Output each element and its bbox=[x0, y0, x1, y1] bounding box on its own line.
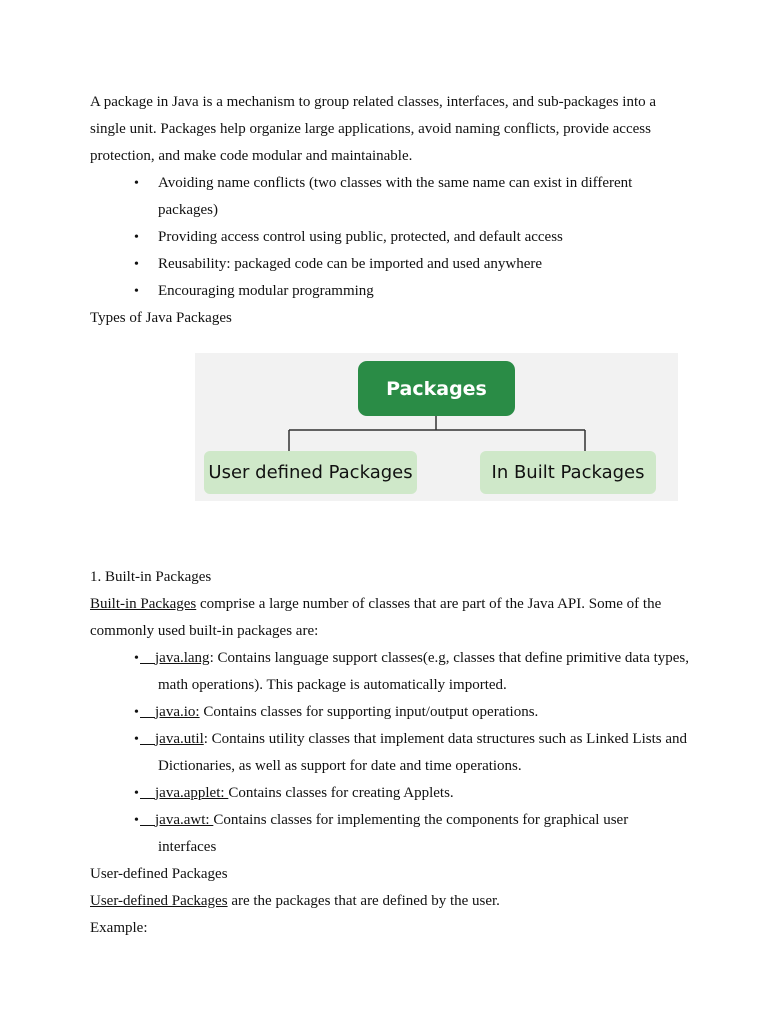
userdefined-paragraph-text: are the packages that are defined by the user. bbox=[227, 893, 500, 909]
diagram-user-defined-node: User defined Packages bbox=[204, 451, 417, 494]
package-link-java-io[interactable]: java.io: bbox=[155, 704, 200, 720]
builtin-packages-link[interactable]: Built-in Packages bbox=[90, 596, 197, 612]
list-item: • Providing access control using public, protected, and default access bbox=[90, 224, 690, 251]
types-heading: Types of Java Packages bbox=[90, 310, 232, 326]
list-item: • Reusability: packaged code can be imported and used anywhere bbox=[90, 251, 690, 278]
builtin-package-list bbox=[90, 645, 690, 861]
package-description: : Contains language support classes(e.g, classes that define primitive data types, math operations). This package is automatically imported. bbox=[158, 650, 690, 693]
builtin-paragraph-text: comprise a large number of classes that are part of the Java API. Some of the commonly used built-in packages are: bbox=[90, 596, 662, 639]
packages-figure-wrapper bbox=[90, 332, 690, 564]
packages-diagram bbox=[195, 353, 678, 501]
document-page bbox=[90, 89, 690, 942]
package-description: Contains classes for implementing the components for graphical user interfaces bbox=[158, 812, 629, 855]
list-item: • Encouraging modular programming bbox=[90, 278, 690, 305]
builtin-heading: 1. Built-in Packages bbox=[90, 569, 212, 585]
userdefined-heading: User-defined Packages bbox=[90, 866, 228, 882]
list-item: • Avoiding name conflicts (two classes with the same name can exist in different packages) bbox=[90, 170, 690, 224]
package-link-java-lang[interactable]: java.lang bbox=[155, 650, 210, 666]
package-description: Contains classes for supporting input/output operations. bbox=[199, 704, 539, 720]
intro-paragraph: A package in Java is a mechanism to group related classes, interfaces, and sub-packages into a single unit. Packages help organize large applications, avoid naming conflicts, provide access protection, and make code modular and maintainable. bbox=[90, 94, 657, 164]
diagram-root-node: Packages bbox=[358, 361, 515, 416]
builtin-paragraph bbox=[90, 591, 690, 645]
list-item bbox=[90, 807, 690, 861]
package-link-java-util[interactable]: java.util bbox=[155, 731, 204, 747]
diagram-built-in-node: In Built Packages bbox=[480, 451, 656, 494]
list-item bbox=[90, 780, 690, 807]
userdefined-paragraph bbox=[90, 888, 690, 915]
list-item bbox=[90, 699, 690, 726]
package-description: Contains classes for creating Applets. bbox=[228, 785, 454, 801]
list-item bbox=[90, 726, 690, 780]
list-item bbox=[90, 645, 690, 699]
package-description: : Contains utility classes that implement data structures such as Linked Lists and Dictionaries, as well as support for date and time operations. bbox=[158, 731, 687, 774]
package-link-java-applet[interactable]: java.applet: bbox=[155, 785, 229, 801]
userdefined-packages-link[interactable]: User-defined Packages bbox=[90, 893, 228, 909]
intro-bullet-list bbox=[90, 170, 690, 305]
package-link-java-awt[interactable]: java.awt: bbox=[155, 812, 214, 828]
example-label: Example: bbox=[90, 920, 148, 936]
